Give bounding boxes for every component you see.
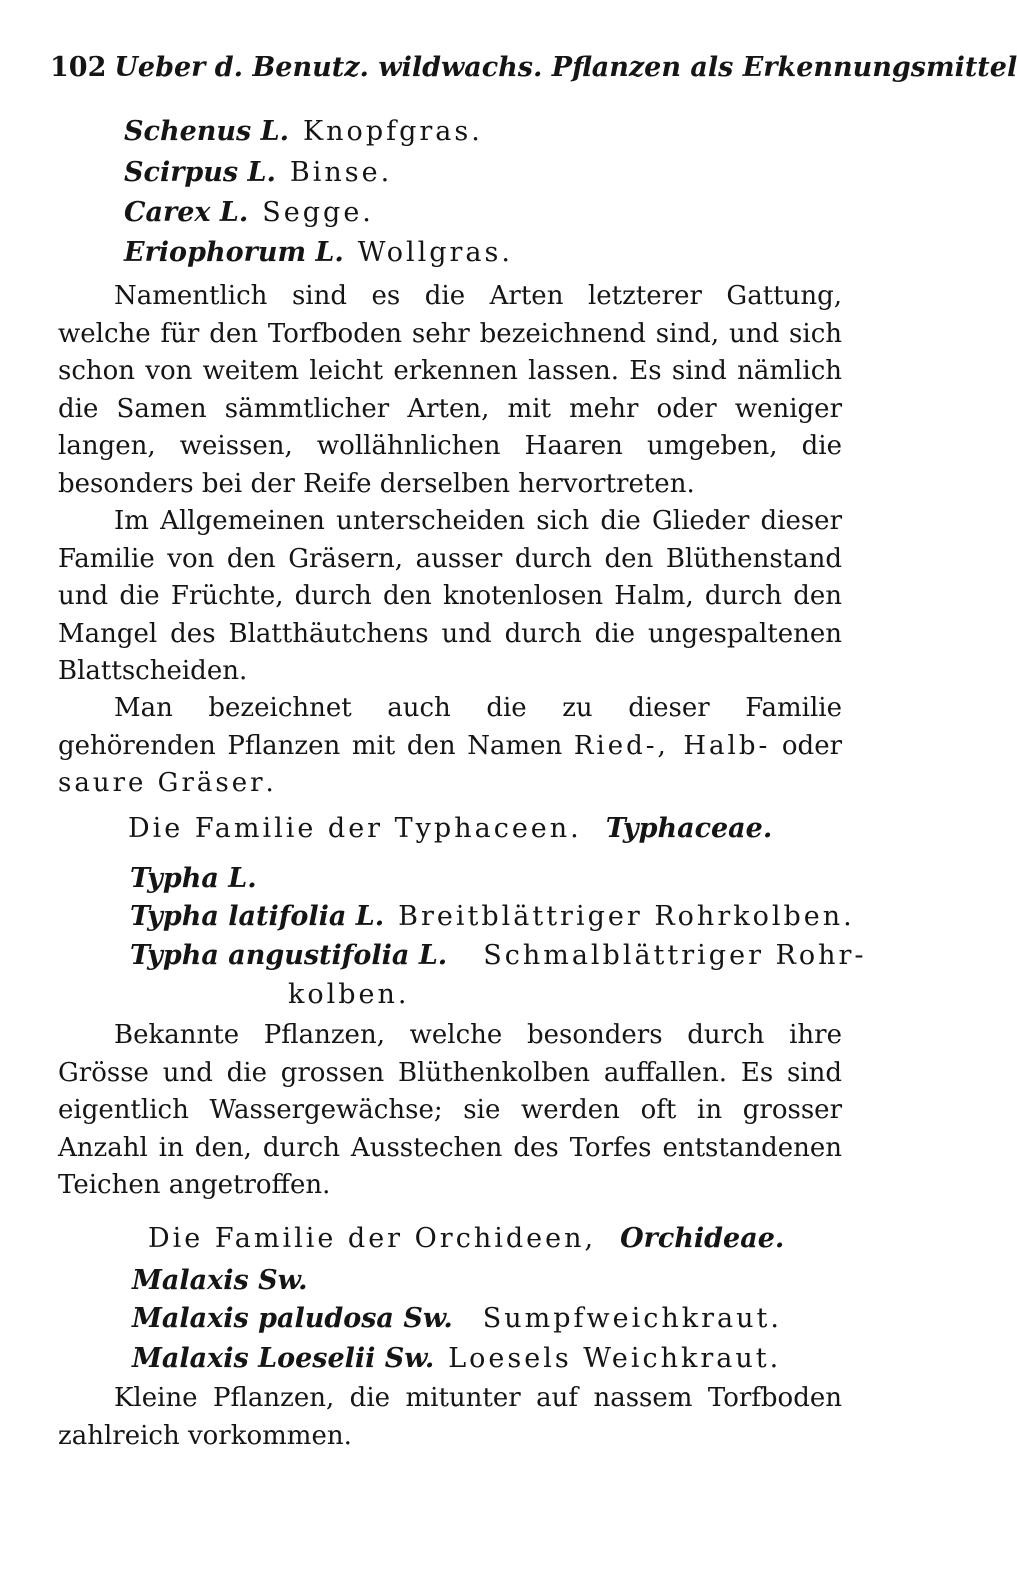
paragraph-text: oder: [770, 730, 843, 761]
genus-entry: [124, 154, 392, 192]
paragraph-text: Namentlich sind es die Arten letzterer Gattung, welche für den Torfboden sehr bezeichnend sind, und sich schon von weitem leicht erkennen lassen. Es sind nämlich die Samen sämmtlicher Arten, mit mehr oder weniger langen, weissen, wollähnlichen Haaren umgeben, die besonders bei der Reife derselben hervortreten.: [58, 281, 842, 499]
paragraph-typha-description: [58, 1017, 842, 1205]
family-heading-orchideae: [148, 1220, 784, 1258]
genus-entry: [124, 194, 374, 232]
paragraph-family-differences: [58, 503, 842, 691]
paragraph-common-names: [58, 690, 842, 803]
species-german-name: Schmalblättriger Rohr-: [483, 940, 867, 971]
family-german-name: Die Familie der Orchideen,: [148, 1223, 597, 1254]
genus-german-name: Knopfgras.: [303, 116, 483, 147]
paragraph-text: Man bezeichnet auch die zu dieser Familie gehörenden Pflanzen mit den Namen: [58, 693, 842, 761]
genus-german-name: Segge.: [262, 197, 374, 228]
running-head-title: Ueber d. Benutz. wildwachs. Pflanzen als Erkennungsmittel: [114, 52, 1017, 83]
paragraph-text: .: [265, 768, 274, 798]
species-entry: [132, 1300, 782, 1338]
paragraph-malaxis-description: [58, 1380, 842, 1455]
family-latin-name: Typhaceae.: [605, 813, 773, 844]
species-entry: [130, 898, 855, 936]
genus-entry: [130, 860, 257, 898]
genus-german-name: Wollgras.: [357, 237, 513, 268]
genus-latin-name: Malaxis Sw.: [132, 1265, 308, 1296]
genus-german-name: Binse.: [289, 157, 393, 188]
common-names-spaced: saure Gräser: [58, 768, 266, 798]
family-german-name: Die Familie der Typhaceen.: [128, 813, 582, 844]
species-entry: [132, 1340, 781, 1378]
paragraph-eriophorum: [58, 278, 842, 503]
genus-entry: [124, 113, 483, 151]
running-header: [50, 48, 1017, 88]
species-german-name: Breitblättriger Rohrkolben.: [398, 901, 855, 932]
family-latin-name: Orchideae.: [620, 1223, 785, 1254]
paragraph-text: Bekannte Pflanzen, welche besonders durch ihre Grösse und die grossen Blüthenkolben auffallen. Es sind eigentlich Wassergewächse; sie werden oft in grosser Anzahl in den, durch Ausstechen des Torfes entstandenen Teichen angetroffen.: [58, 1020, 842, 1200]
species-latin-name: Malaxis Loeselii Sw.: [132, 1343, 435, 1374]
paragraph-text: Im Allgemeinen unterscheiden sich die Glieder dieser Familie von den Gräsern, ausser durch den Blüthenstand und die Früchte, durch den knotenlosen Halm, durch den Mangel des Blatthäutchens und durch die ungespaltenen Blattscheiden.: [58, 506, 842, 686]
species-german-name: Loesels Weichkraut.: [448, 1343, 782, 1374]
paragraph-text: Kleine Pflanzen, die mitunter auf nassem Torfboden zahlreich vorkommen.: [58, 1383, 842, 1451]
paragraph-text-wrapper: [58, 690, 842, 803]
species-latin-name: Typha latifolia L.: [130, 901, 385, 932]
genus-latin-name: Typha L.: [130, 863, 257, 894]
species-entry: [130, 937, 867, 975]
species-latin-name: Typha angustifolia L.: [130, 940, 448, 971]
family-heading-typhaceae: [128, 810, 772, 848]
species-latin-name: Malaxis paludosa Sw.: [132, 1303, 453, 1334]
common-names-spaced: Ried-, Halb-: [573, 730, 771, 761]
genus-entry: [132, 1262, 308, 1300]
page-number: 102: [50, 52, 107, 83]
genus-latin-name: Carex L.: [124, 197, 249, 228]
genus-latin-name: Scirpus L.: [124, 157, 276, 188]
genus-latin-name: Eriophorum L.: [124, 237, 344, 268]
genus-latin-name: Schenus L.: [124, 116, 289, 147]
species-german-name-continuation: kolben.: [288, 979, 410, 1010]
genus-entry: [124, 234, 513, 272]
species-german-name: Sumpfweichkraut.: [482, 1303, 782, 1334]
